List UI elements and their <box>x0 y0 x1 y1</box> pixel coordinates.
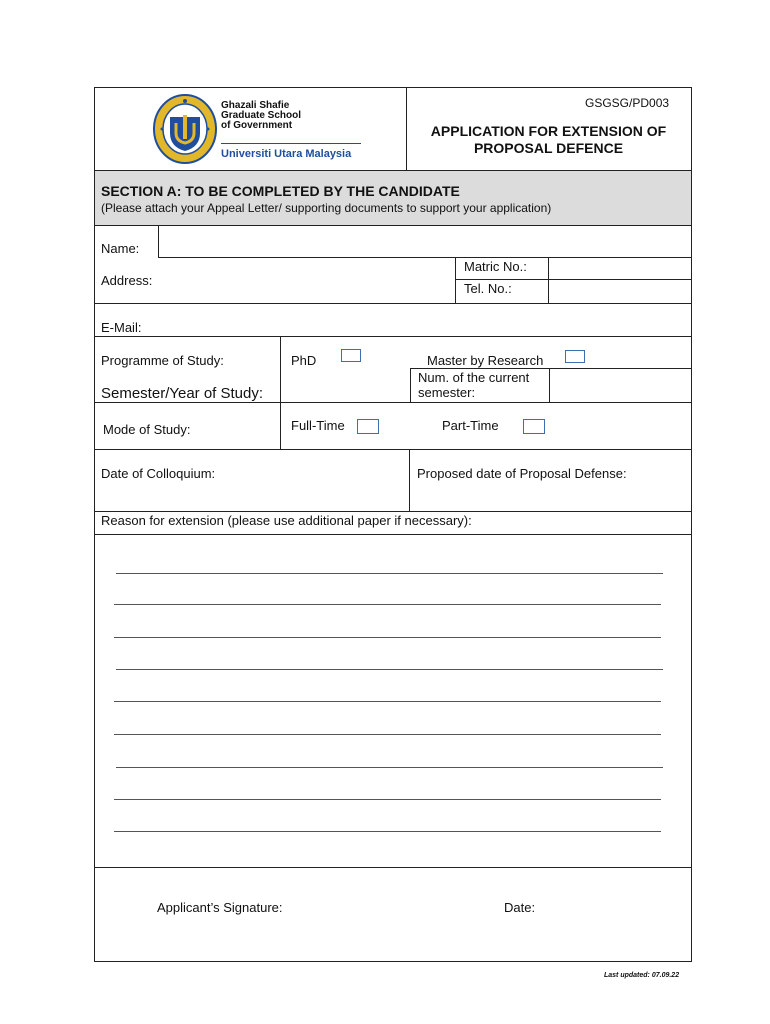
reason-line[interactable] <box>114 799 661 800</box>
tel-label: Tel. No.: <box>464 281 512 296</box>
reason-line[interactable] <box>114 701 661 702</box>
colloquium-field[interactable] <box>95 484 408 510</box>
matric-field[interactable] <box>549 258 691 279</box>
section-a-subtitle: (Please attach your Appeal Letter/ supporting documents to support your application) <box>101 201 552 215</box>
applicant-signature-label: Applicant’s Signature: <box>157 900 283 915</box>
phd-label: PhD <box>291 353 317 368</box>
reason-line[interactable] <box>116 573 663 574</box>
reason-label: Reason for extension (please use additional paper if necessary): <box>101 513 472 528</box>
reason-line[interactable] <box>116 767 663 768</box>
form-code: GSGSG/PD003 <box>585 96 670 110</box>
applicant-signature-field[interactable] <box>300 890 470 920</box>
address-field[interactable] <box>95 258 454 303</box>
reason-line[interactable] <box>116 669 663 670</box>
school-name-line1: Ghazali Shafie <box>221 100 290 111</box>
school-name-line3: of Government <box>221 120 293 131</box>
fulltime-checkbox[interactable] <box>357 419 379 434</box>
num-current-label-1: Num. of the current <box>418 370 530 385</box>
proposed-date-label: Proposed date of Proposal Defense: <box>417 466 627 481</box>
semester-field[interactable] <box>281 369 409 402</box>
matric-label: Matric No.: <box>464 259 527 274</box>
reason-line[interactable] <box>114 831 661 832</box>
email-label: E-Mail: <box>101 320 142 335</box>
logo-divider <box>221 143 361 144</box>
reason-line[interactable] <box>114 637 661 638</box>
master-label: Master by Research <box>427 353 544 368</box>
num-current-label-2: semester: <box>418 385 476 400</box>
email-field[interactable] <box>150 304 691 336</box>
section-a-title: SECTION A: TO BE COMPLETED BY THE CANDIDATE <box>101 183 460 199</box>
last-updated: Last updated: 07.09.22 <box>604 972 680 979</box>
master-checkbox[interactable] <box>565 350 585 363</box>
name-label: Name: <box>101 241 140 256</box>
phd-checkbox[interactable] <box>341 349 361 362</box>
university-seal-icon <box>152 93 218 165</box>
school-name-line2: Graduate School <box>221 110 302 121</box>
colloquium-label: Date of Colloquium: <box>101 466 216 481</box>
mode-label: Mode of Study: <box>103 422 191 437</box>
reason-line[interactable] <box>114 604 661 605</box>
num-current-field[interactable] <box>550 369 691 402</box>
date-label: Date: <box>504 900 536 915</box>
name-field[interactable] <box>159 226 691 257</box>
reason-line[interactable] <box>114 734 661 735</box>
proposed-date-field[interactable] <box>410 484 691 510</box>
university-name: Universiti Utara Malaysia <box>221 148 352 160</box>
semester-label: Semester/Year of Study: <box>101 385 264 402</box>
parttime-checkbox[interactable] <box>523 419 545 434</box>
form-title-line1: APPLICATION FOR EXTENSION OF <box>430 123 667 139</box>
form-title-line2: PROPOSAL DEFENCE <box>473 140 624 156</box>
parttime-label: Part-Time <box>442 418 499 433</box>
signature-date-field[interactable] <box>545 890 675 920</box>
tel-field[interactable] <box>549 280 691 303</box>
address-label: Address: <box>101 273 153 288</box>
fulltime-label: Full-Time <box>291 418 345 433</box>
programme-label: Programme of Study: <box>101 353 224 368</box>
